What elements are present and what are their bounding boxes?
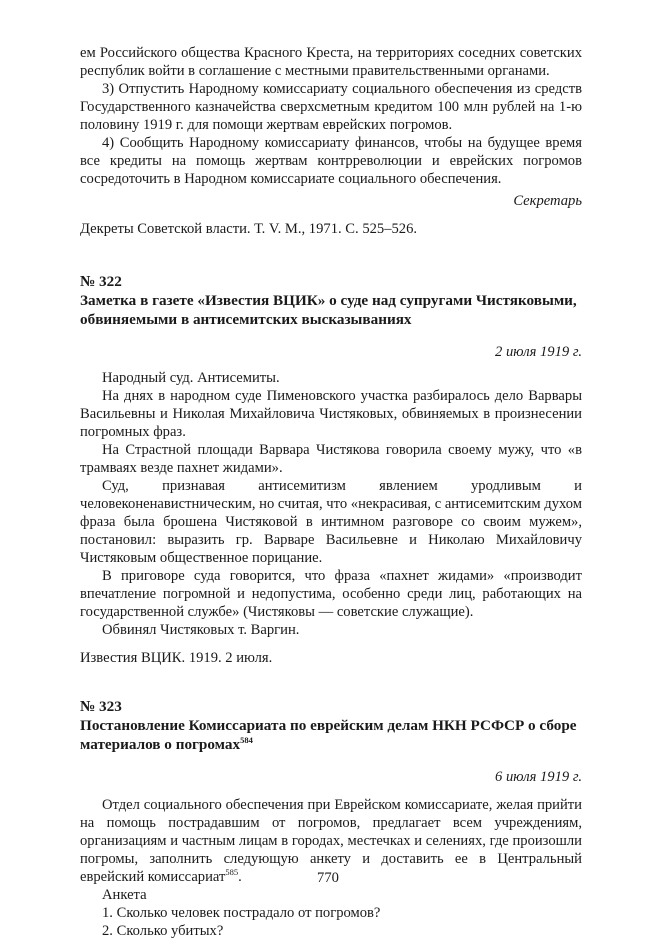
doc-323-paragraph: Отдел социального обеспечения при Еврейском комиссариате, желая прийти на помощь пострадавшим от погромов, предлагает всем учреждениям, организациям и частным лицам в городах, местечках и селениях, где произошли погромы, заполнить следующую анкету и доставить ее в Центральный еврейский комиссариат$^{585}$. [80,797,582,885]
footnote-marker: 584 [240,734,253,745]
doc-322-paragraph: Суд, признавая антисемитизм явлением уродливым и человеконенавистническим, но считая, что «некрасивая, с антисемитским духом фраза была брошена Чистяковой в интимном разговоре со своим мужем», постановил: выразить гр. Варваре Васильевне и Николаю Михайловичу Чистяковым общественное порицание. [80,478,583,566]
doc-322-date: 2 июля 1919 г. [495,344,582,360]
doc-322-paragraph: На Страстной площади Варвара Чистякова говорила своему мужу, что «в трамваях везде пахнет жидами». [80,442,582,476]
question-2: 2. Сколько убитых? [102,923,224,939]
point-4: 4) Сообщить Народному комиссариату финансов, чтобы на будущее время все кредиты на помощь жертвам контрреволюции и еврейских погромов сосредоточить в Народном комиссариате социального обеспечения. [80,135,582,187]
continued-paragraph: ем Российского общества Красного Креста, на территориях соседних советских республик войти в соглашение с местными правительственными органами. [80,45,582,79]
doc-323-date: 6 июля 1919 г. [495,769,582,785]
question-1: 1. Сколько человек пострадало от погромов? [102,905,381,921]
doc-323-number: № 323 [80,698,122,715]
doc-322-paragraph: В приговоре суда говорится, что фраза «пахнет жидами» «производит впечатление погромной и недопустима, особенно среди лиц, работающих на государственной службе» (Чистяковы — советские служащие). [80,568,582,620]
doc-322-paragraph: На днях в народном суде Пименовского участка разбиралось дело Варвары Васильевны и Николая Михайловича Чистяковых, обвиняемых в произнесении погромных фраз. [80,388,582,440]
source-citation-2: Известия ВЦИК. 1919. 2 июля. [80,650,273,666]
form-label: Анкета [102,887,147,903]
point-3: 3) Отпустить Народному комиссариату социального обеспечения из средств Государственного казначейства сверхсметным кредитом 100 млн рублей на 1-ю половину 1919 г. для помощи жертвам еврейских погромов. [80,81,582,133]
doc-322-number: № 322 [80,273,122,290]
doc-323-title: Постановление Комиссариата по еврейским делам НКН РСФСР о сборе материалов о погромах$^{584}$ [80,717,577,753]
doc-322-paragraph: Обвинял Чистяковых т. Варгин. [102,622,300,638]
page-body [80,44,582,940]
doc-322-title: Заметка в газете «Известия ВЦИК» о суде над супругами Чистяковыми, обвиняемыми в антисемитских высказываниях [80,292,577,328]
doc-322-heading-line: Народный суд. Антисемиты. [102,370,280,386]
page-number: 770 [317,870,339,886]
footnote-marker: 585 [225,867,239,878]
signature-secretary: Секретарь [513,193,582,209]
source-citation-1: Декреты Советской власти. Т. V. М., 1971. С. 525–526. [80,221,418,237]
